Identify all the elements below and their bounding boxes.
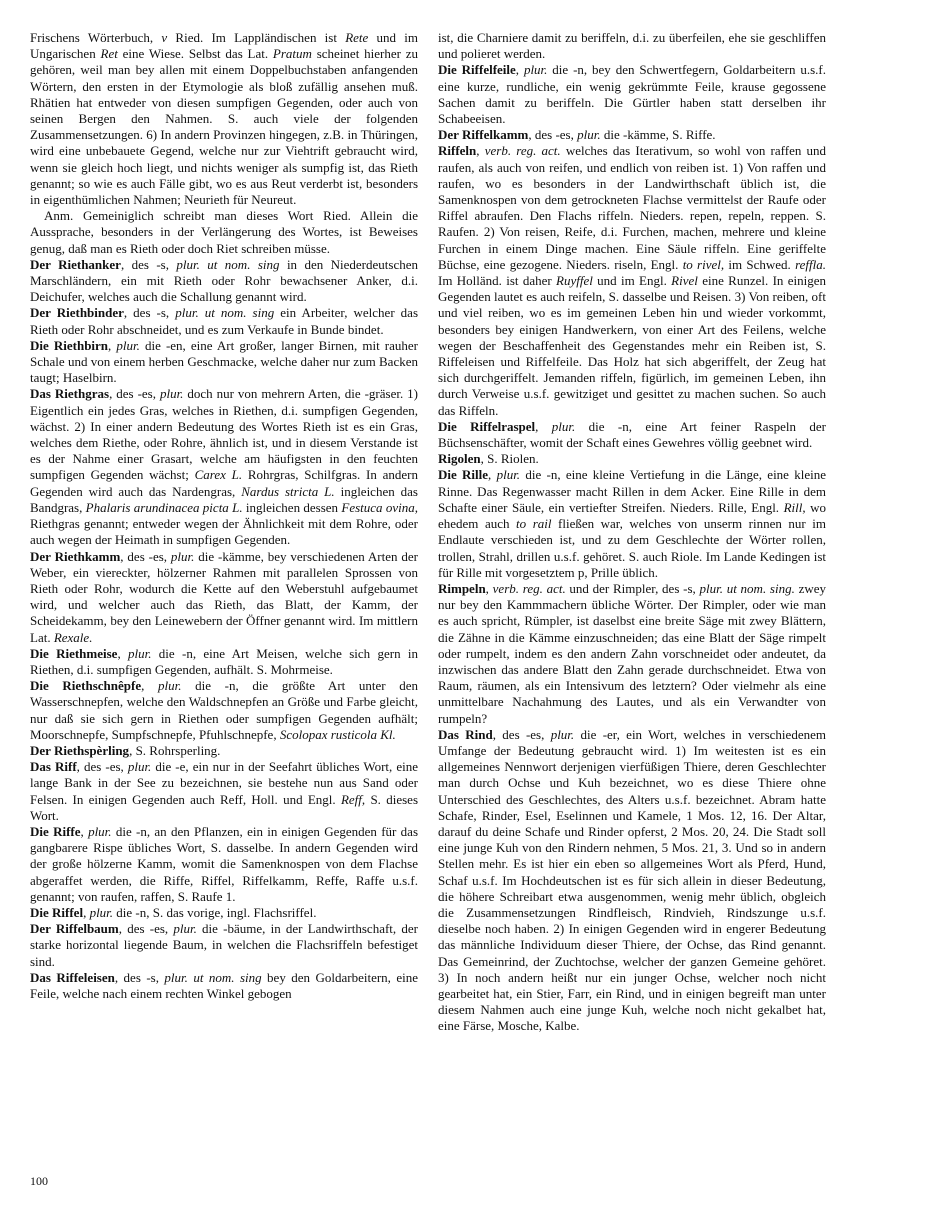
entry-text: die -bäume, in der Landwirthschaft, der starke horizontal liegende Baum, in welchen die Flachsriffeln befestiget sind. [30,921,418,969]
entry-text: die -kämme, S. Riffe. [600,127,716,143]
entry-text: eine Wiese. Selbst das Lat. [117,46,273,62]
dictionary-entry [438,451,826,467]
entry-text: eine Runzel. In einigen Gegenden lautet es auch reifeln, S. dasselbe und Reisen. 3) Von reiben, oft und viel reiben, wo es im gemeinen Leben hin und wieder vorkommt, besonders bey einigen Handwerkern, von einer Art des Feilens, welche wegen der Beschaffenheit des Gegenstandes mehr ein Reiben ist, S. Riffeleisen und Riffelfeile. Das Holz hat sich abgeriffelt, der Zeug hat sich durchgeriffelt. Jemanden riffeln, figürlich, im gemeinen Leben, ihn durch Verweise u.s.f. gewitziget und gesittet zu machen suchen. So auch das Riffeln. [438,273,826,418]
dictionary-entry [438,419,826,451]
entry-text: , [485,580,493,596]
entry-text: , S. Rohrsperling. [129,742,221,758]
entry-text: Anm. Gemeiniglich schreibt man dieses Wort Ried. Allein die Aussprache, besonders in der Verlängerung des Wortes, ist Beweises genug, daß man es Rieth oder doch Riet schreiben müsse. [30,208,418,256]
entry-text: und der Rimpler, des -s, [565,580,700,596]
italic-text: plur. [88,823,112,839]
entry-text: die -n, S. das vorige, ingl. Flachsriffel. [113,904,317,920]
italic-text: Phalaris arundinacea picta L. [85,499,243,515]
dictionary-entry [30,759,418,824]
headword: Rimpeln [438,580,486,596]
italic-text: v [161,30,168,45]
dictionary-entry [30,30,418,208]
entry-text: , des -s, [120,256,177,272]
headword: Der Riffelkamm [438,127,529,143]
dictionary-entry [30,921,418,970]
entry-text: die -n, eine Art Meisen, welche sich gern in Riethen, d.i. sumpfigen Gegenden, aufhält. S. Mohrmeise. [30,645,418,677]
italic-text: plur. ut nom. sing [176,256,280,272]
entry-text: die -e, ein nur in der Seefahrt übliches Wort, eine lange Bank in der See zu bezeichnen, sie bestehe nun aus Sand oder Felsen. In einigen Gegenden auch Reff, Holl. und Engl. [30,759,418,807]
entry-text: Riethgras genannt; entweder wegen der Ähnlichkeit mit dem Rohre, oder auch wegen der Heimath in sumpfigen Gegenden. [30,516,418,548]
dictionary-entry [438,581,826,727]
headword: Die Riethschnêpfe [30,678,142,694]
italic-text: plur. [158,678,182,694]
entry-text: bey den Goldarbeitern, eine Feile, welche nach einem rechten Winkel gebogen [30,969,419,1001]
entry-text: Im Holländ. ist daher [438,273,557,289]
entry-text: , des -s, [114,969,165,985]
italic-text: verb. reg. act. [484,143,561,159]
entry-text: , des -es, [118,921,174,937]
dictionary-entry [30,386,418,548]
italic-text: plur. [550,726,575,742]
dictionary-entry [30,678,418,743]
italic-text: plur. [496,467,521,483]
right-column [438,30,826,1035]
italic-text: plur. [551,418,576,434]
headword: Der Riethbinder [30,305,124,321]
dictionary-entry [30,646,418,678]
entry-text: , S. Riolen. [480,451,539,467]
entry-text: die -er, ein Wort, welches in verschiedenem Umfange der Bedeutung gebraucht wird. 1) Im weitesten ist es ein allgemeines Nennwort derjenigen vierfüßigen Thiere, deren Geschlechter man durch Ochse und Kuh bezeichnet, wo es diese Thiere ohne Unterschied des Geschlechtes, des Alters u.s.f. bezeichnet. Abram hatte Schafe, Rinder, Esel, Eselinnen und Kamele, 1 Mos. 12, 16. Der Altar, darauf du deine Schafe und Rinder opferst, 2 Mos. 20, 24. Die Stadt soll eine junge Kuh von den Rindern nehmen, 5 Mos. 21, 3. Und so in andern Stellen mehr. Es ist hier ein eben so allgemeines Wort als Pferd, Hund, Schaf u.s.f. Im Hochdeutschen ist es für sich allein in dieser Bedeutung, die höhere Schreibart etwa ausgenommen, wenig mehr üblich, obgleich die Zusammensetzungen Rindfleisch, Rindvieh, Rindszunge u.s.f. dieselbe noch haben. 2) In einigen Gegenden wird in engerer Bedeutung das männliche Individuum dieser Thiere, der Ochse, das Rind genannt. Das Gemeinrind, der Zuchtochse, welcher der ganzen Gemeine gehöret. 3) In noch andern heißt nur ein junger Ochse, welcher noch nicht gearbeitet hat, ein Stier, Farr, ein Rind, und in einigen begreift man unter diesem Nahmen auch eine junge Kuh, welche noch nicht gekalbet hat, eine Färse, Mosche, Kalbe. [438,726,826,1034]
italic-text: plur. [173,921,197,937]
page-number: 100 [30,1174,48,1188]
italic-text: Rill, [783,499,806,515]
italic-text: Reff, [340,791,366,807]
entry-text: die -n, die größte Art unter den Wasserschnepfen, welche den Waldschnepfen an Größe und Farbe gleicht, nur daß sie sich gern in Riethen oder sumpfigen Gegenden aufhält; Moorschnepfe, Sumpfschnepfe, Pfuhlschnepfe, [30,678,418,742]
dictionary-entry [30,824,418,905]
headword: Das Rind [438,726,493,742]
italic-text: Festuca ovina, [341,499,418,515]
headword: Der Riffelbaum [30,921,119,937]
italic-text: Rete [345,30,369,45]
entry-text: die -kämme, bey verschiedenen Arten der Weber, ein viereckter, hölzerner Rahmen mit parallelen Sprossen von Rieth oder Rohr, wodurch die Kette auf den Weberstuhl aufgebaumet wird, und welcher auch das Rieth, das Blatt, der Kamm, der Scheidekamm, bey den Leinewebern der Öffner genannt wird. Im mittlern Lat. [30,548,418,645]
headword: Die Riffelfeile [438,62,516,78]
entry-text: Rohrgras, Schilfgras. In andern Gegenden wird auch das Nardengras, [30,467,418,499]
headword: Das Riethgras [30,386,110,402]
headword: Die Riethbirn [30,337,109,353]
italic-text: plur. [159,386,184,402]
entry-text: die -n, eine Art feiner Raspeln der Büchsenschäfter, womit der Schaft eines Gewehres völlig geebnet wird. [438,418,826,451]
entry-text: in den Niederdeutschen Marschländern, ein mit Rieth oder Rohr bewachsener Anker, d.i. Deichufer, welches auch die Schallung genannt wird. [30,256,418,305]
italic-text: Ret [100,46,118,62]
entry-text: , des -s, [123,305,176,321]
italic-text: Scolopax rusticola Kl. [279,726,396,742]
entry-text: fließen war, welches von unserm rinnen nur im Endlaute verschieden ist, und zu dem Geschlechte der Wörter rollen, trollen, Strahl, drillen u.s.f. gehöret. S. auch Riole. Im Lande Kedingen ist für Rille mit vorgesetztem p, Prille üblich. [438,516,826,580]
headword: Riffeln [438,143,477,159]
headword: Rigolen [438,451,481,467]
italic-text: Ruyffel [556,273,593,289]
italic-text: Pratum [272,46,312,62]
entry-text: , des -es, [492,726,551,742]
italic-text: plur. [577,127,601,143]
entry-text: die -n, an den Pflanzen, ein in einigen Gegenden für das gangbarere Rispe übliches Wort, S. dasselbe. In andern Gegenden wird der große hölzerne Kamm, womit die Samenknospen von dem Flachse abgeraffet werden, die Riffe, Riffel, Riffelkamm, Reffe, Raffe u.s.f. genannt; von raufen, raffen, S. Raufe 1. [30,823,419,904]
italic-text: plur. [128,645,152,661]
entry-text: , [108,337,117,353]
entry-text: , [488,467,497,483]
italic-text: Rexale. [53,629,93,645]
headword: Das Riffeleisen [30,969,115,985]
entry-text: wo ehedem auch [438,499,826,532]
headword: Die Riffelraspel [438,418,536,434]
dictionary-entry [30,305,418,337]
dictionary-entry [438,127,826,143]
entry-text: ist, die Charniere damit zu beriffeln, d.i. zu überfeilen, ehe sie geschliffen und polieret werden. [438,30,826,62]
entry-text: die -n, bey den Schwertfegern, Goldarbeitern u.s.f. eine kurze, rundliche, ein wenig gekrümmte Feile, krause gegossene Sachen damit zu beriffeln. Die Gürtler haben statt derselben ihr Schabeeisen. [438,62,826,127]
headword: Der Riethkamm [30,548,121,564]
italic-text: verb. reg. act. [492,580,566,596]
entry-text: , des -es, [528,127,578,143]
entry-text: im Schwed. [724,256,796,272]
headword: Die Riethmeise [30,645,118,661]
dictionary-entry [30,208,418,257]
entry-text: und im Engl. [592,273,672,289]
dictionary-entry [438,143,826,418]
dictionary-entry [30,338,418,387]
italic-text: plur. [170,548,195,564]
italic-text: plur. [116,337,140,353]
italic-text: plur. [523,62,548,78]
dictionary-entry [438,727,826,1035]
italic-text: Carex L. [194,467,243,483]
entry-text: zwey nur bey den Kammmachern übliche Wörter. Der Rimpler, oder wie man es auch spricht, Rümpler, ist daselbst eine breite Säge mit zwey Blättern, die Zähne in die Kämme einzuschneiden; das eine Blatt der Säge rimpelt oder rumpelt, indem es den andern Zahn vorschneidet oder andeutet, da inzwischen das andere Blatt den Zahn gerade durchschneidet. Etwa von Raum, räumen, als ein Intensivum des letztern? Oder vielmehr als eine unmittelbare Nachahmung des Lautes, und als ein Verwandter von rumpeln? [438,580,827,726]
dictionary-entry [438,467,826,580]
entry-text: ingleichen das Bandgras, [30,483,418,515]
headword: Das Riff [30,759,77,775]
entry-text: die -en, eine Art großer, langer Birnen, mit rauher Schale und von einem herben Geschmacke, welche daher nur zum Backen taugt; Haselbirn. [30,337,418,386]
entry-text: doch nur von mehrern Arten, die -gräser. 1) Eigentlich ein jedes Gras, welches in Riethen, d.i. sumpfigen Gegenden, wächst. 2) In einer andern Bedeutung des Wortes Rieth ist es ein Gras, welches dem Riethe, oder Rohre, ähnlich ist, und in diesem Verstande ist es der Nahme einer Grasart, welche am häufigsten in den feuchten sumpfigen Gegenden wächst; [30,386,418,483]
italic-text: plur. [127,759,152,775]
italic-text: Nardus stricta L. [241,483,335,499]
dictionary-entry [30,905,418,921]
entry-text: S. dieses Wort. [30,791,418,823]
left-column [30,30,418,1002]
dictionary-entry [30,743,418,759]
entry-text: die -n, eine kleine Vertiefung in die Länge, eine kleine Rinne. Das Regenwasser macht Rillen in dem Acker. Eine Rille in dem Schafte einer Säule, ein vertiefter Streifen. Nieders. Rille, Engl. [438,467,826,515]
italic-text: to rivel, [682,256,725,272]
entry-text: , des -es, [109,386,160,402]
headword: Der Riethanker [30,256,121,272]
dictionary-entry [30,549,418,646]
entry-text: , [141,678,158,694]
headword: Die Rille [438,467,489,483]
entry-text: , [83,904,90,920]
italic-text: plur. ut nom. sing [164,969,262,985]
entry-text: , des -es, [76,759,128,775]
headword: Die Riffe [30,823,81,839]
dictionary-entry [30,970,418,1002]
italic-text: reffla. [795,256,826,272]
entry-text: ingleichen dessen [242,499,342,515]
entry-text: Ried. Im Lappländischen ist [167,30,346,45]
entry-text: , [535,418,552,434]
entry-text: , [117,645,129,661]
entry-text: ein Arbeiter, welcher das Rieth oder Rohr abschneidet, und es zum Verkaufe in Bunde bindet. [30,305,419,337]
entry-text: welches das Iterativum, so wohl von raffen und raufen, als auch von reifen, und endlich von reiben ist. 1) Von raffen und raufen, wo es besonders in der Landwirthschaft üblich ist, die Samenknospen von dem getrockneten Flachse vermittelst der Raufe oder Riffel abraufen. Den Flachs riffeln. Nieders. repen, repeln, reppen. S. Raufen. 2) Von reisen, Reife, d.i. Furchen, machen, mehrere und kleine Furchen in einem Dinge machen. Eine Säule riffeln. Eine geriffelte Büchse, eine gezogene. Nieders. riseln, Engl. [438,143,827,272]
dictionary-entry [438,62,826,127]
italic-text: Rivel [671,273,698,289]
italic-text: plur. ut nom. sing. [699,580,795,596]
entry-text: , [515,62,524,78]
entry-text: , [80,823,89,839]
italic-text: to rail [516,516,552,532]
italic-text: plur. [89,904,114,920]
entry-text: scheinet hierher zu gehören, weil man bey allen mit einem Doppelbuchstaben anfangenden Wörtern, den ersten in der Etymologie als bloß zufällig ansehen muß. Rhätien hat entweder von diesen sumpfigen Gegenden, oder auch von seinen Bergen den Nahmen. S. auch viele der folgenden Zusammensetzungen. 6) In andern Provinzen hingegen, z.B. in Thüringen, wird eine unbebauete Gegend, welche nur zur Viehtrift gebraucht wird, wenn sie gleich hoch liegt, und nichts weniger als sumpfig ist, das Rieth genannt; so wie es auch Fälle gibt, wo es aus Reut verderbt ist, besonders in eigenthümlichen Nahmen; Neurieth für Neureut. [30,46,418,208]
dictionary-entry [438,30,826,62]
entry-text: , [476,143,485,159]
entry-text: und im Ungarischen [30,30,418,62]
headword: Der Riethspèrling [30,742,130,758]
entry-text: , des -es, [120,548,171,564]
dictionary-entry [30,257,418,306]
italic-text: plur. ut nom. sing [175,305,275,321]
headword: Die Riffel [30,904,84,920]
entry-text: Frischens Wörterbuch, [30,30,162,45]
